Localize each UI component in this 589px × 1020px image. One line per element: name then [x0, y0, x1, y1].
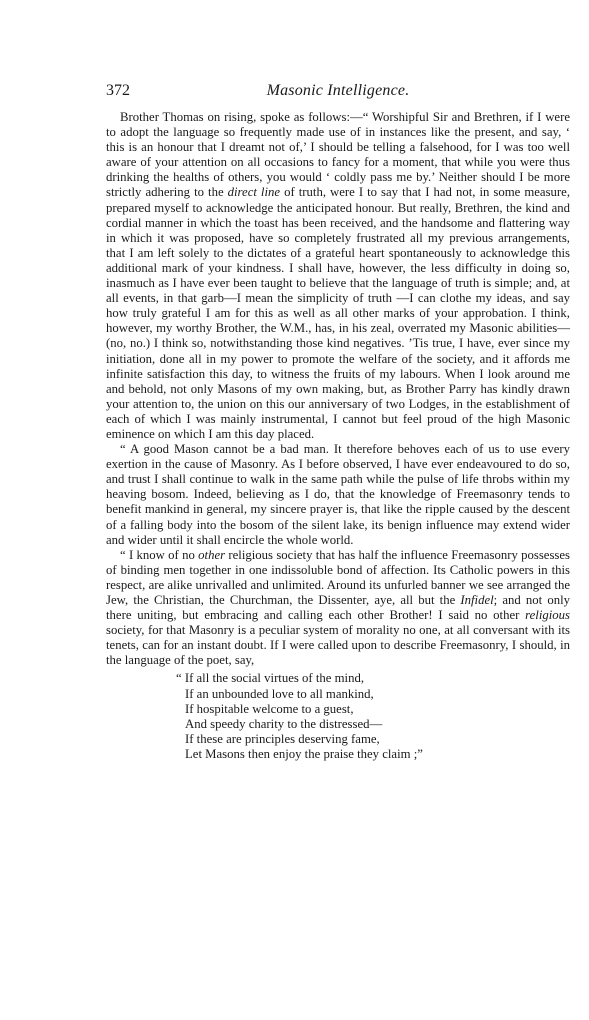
- verse-line: If an unbounded love to all mankind,: [185, 686, 374, 701]
- running-title: Masonic Intelligence.: [266, 82, 410, 99]
- italic-text: Infidel: [460, 593, 494, 607]
- verse-line: Let Masons then enjoy the praise they claim ;”: [185, 746, 423, 761]
- text-run: of truth, were I to say that I had not, in some measure, prepared myself to acknowledge the anticipated honour. But really, Brethren, the kind and cordial manner in which the toast has been received, and the handsome and flattering way in which it was proposed, have so completely frustrated all my previous arrangements, that I am left solely to the dictates of a grateful heart spontaneously to acknowledge this additional mark of your kindness. I shall have, however, the less difficulty in doing so, inasmuch as I have ever been taught to believe that the language of truth is simple; and, at all events, in that garb—I mean the simplicity of truth —I can clothe my ideas, and say how truly grateful I am for this as well as all other marks of your approbation. I think, however, my worthy Brother, the W.M., has, in his zeal, overrated my Masonic abilities—(no, no.) I think so, notwithstanding those kind negatives. ’Tis true, I have, ever since my initiation, done all in my power to promote the welfare of the society, and it affords me infinite satisfaction this day, to witness the fruits of my labours. When I look around me and behold, not only Masons of my own making, but, as Brother Parry has kindly drawn your attention to, the union on this our anniversary of two Lodges, in the establishment of each of which I was mainly instrumental, I cannot but feel proud of the high Masonic eminence on which I am this day placed.: [106, 185, 571, 441]
- page-header: [106, 82, 570, 108]
- verse-line: “ If all the social virtues of the mind,: [176, 671, 365, 686]
- page-number: 372: [106, 82, 130, 99]
- text-run: Brother Thomas on rising, spoke as follows:—“ Worshipful Sir and Brethren, if I were to adopt the language so frequently made use of in instances like the present, and say, ‘ this is an honour that I dreamt not of,’ I should be telling a falsehood, for I was too well aware of your attention on all occasions to fancy for a moment, that while you were thus drinking the healths of others, you would ‘ coldly pass me by.’ Neither should I be more strictly adhering to the: [106, 110, 570, 200]
- paragraph: [106, 548, 570, 669]
- text-run: religious society that has half the influence Freemasonry possesses of binding men together in one indissoluble bond of affection. Its Catholic powers in this respect, are alike unrivalled and unlimited. Around its unfurled banner we see arranged the Jew, the Christian, the Churchman, the Dissenter, aye, all but the: [106, 547, 571, 607]
- body-text: [106, 110, 570, 762]
- paragraph: [106, 442, 570, 548]
- italic-text: other: [198, 547, 226, 562]
- text-run: ; and not only there uniting, but embracing and calling each other Brother! I said no other: [106, 593, 570, 623]
- paragraph: [106, 110, 570, 442]
- text-run: society, for that Masonry is a peculiar system of morality no one, at all conversant with its tenets, can for an instant doubt. If I were called upon to describe Freemasonry, I should, in the language of the poet, say,: [106, 623, 570, 668]
- verse-quote: [176, 671, 570, 762]
- italic-text: religious: [525, 608, 570, 623]
- text-run: “ A good Mason cannot be a bad man. It therefore behoves each of us to use every exertion in the cause of Masonry. As I before observed, I have ever endeavoured to do so, and trust I shall continue to walk in the same path while the pulse of life throbs within my heaving bosom. Indeed, believing as I do, that the knowledge of Freemasonry tends to benefit mankind in general, my sincere prayer is, that like the ripple caused by the descent of a falling body into the bosom of the silent lake, its benign influence may extend wider and wider until it shall encircle the whole world.: [106, 442, 570, 547]
- text-run: “ I know of no: [120, 547, 199, 562]
- book-page: [106, 82, 570, 762]
- verse-line: If hospitable welcome to a guest,: [185, 701, 354, 716]
- italic-text: direct line: [227, 185, 281, 200]
- verse-line: And speedy charity to the distressed—: [185, 716, 383, 731]
- verse-line: If these are principles deserving fame,: [185, 731, 380, 746]
